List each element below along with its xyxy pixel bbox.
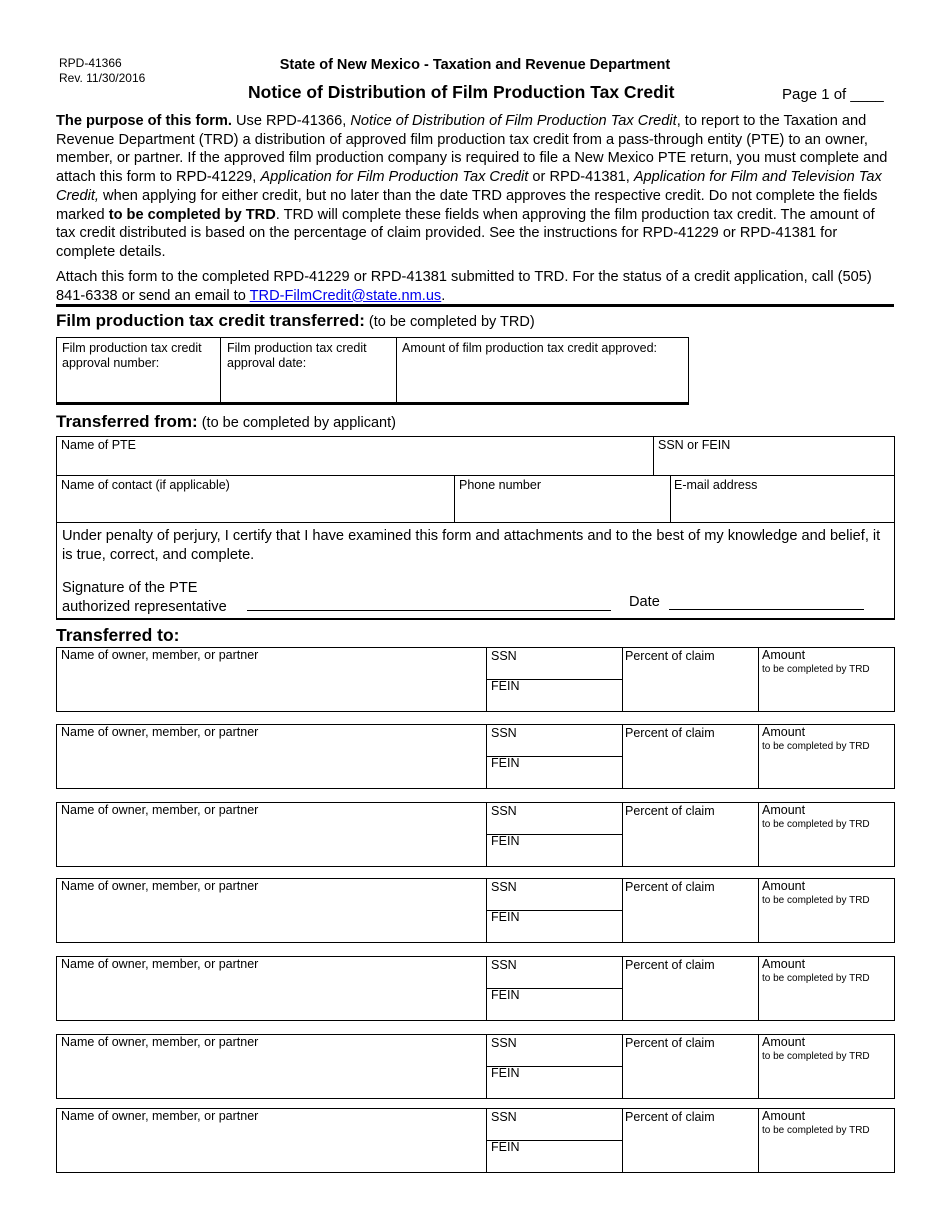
amount-input[interactable] xyxy=(761,753,891,786)
amount-note: to be completed by TRD xyxy=(762,1051,870,1062)
divider xyxy=(622,957,623,1020)
to-section-heading: Transferred to: xyxy=(56,625,180,645)
divider xyxy=(622,725,623,788)
pte-name-label: Name of PTE xyxy=(61,438,137,452)
section-divider xyxy=(56,304,894,307)
ssn-input[interactable] xyxy=(489,741,619,755)
date-line[interactable] xyxy=(669,609,864,610)
percent-label: Percent of claim xyxy=(625,958,715,972)
approval-number-label: Film production tax credit approval number: xyxy=(62,341,202,370)
date-label: Date xyxy=(629,594,660,610)
attach-text: Attach this form to the completed RPD-41229 or RPD-41381 submitted to TRD. For the status of a credit application, call (505) 841-6338 or send an email to xyxy=(56,269,872,304)
amount-input[interactable] xyxy=(761,676,891,709)
owner-name-input[interactable] xyxy=(59,820,483,864)
form-number: RPD-41366 xyxy=(59,56,122,70)
percent-label: Percent of claim xyxy=(625,1036,715,1050)
purpose-form-title: Notice of Distribution of Film Production Tax Credit xyxy=(350,113,677,129)
divider xyxy=(670,475,671,522)
purpose-text-5: . TRD will complete these fields when approving the film production tax credit. The amount of tax credit distributed is based on the percentage of claim provided. See the instructions for RPD-41229 or RPD-41381 for complete details. xyxy=(56,206,875,260)
amount-input[interactable] xyxy=(761,1137,891,1170)
percent-label: Percent of claim xyxy=(625,1110,715,1124)
percent-input[interactable] xyxy=(625,974,755,1018)
amount-approved-field[interactable] xyxy=(400,358,686,400)
amount-input[interactable] xyxy=(761,831,891,864)
purpose-form-41381: Application for Film and Television Tax Credit, xyxy=(56,169,882,204)
contact-name-input[interactable] xyxy=(59,495,451,519)
agency-name xyxy=(0,57,950,73)
divider xyxy=(57,475,894,476)
divider xyxy=(758,1035,759,1098)
ssn-label: SSN xyxy=(491,726,517,740)
fein-label: FEIN xyxy=(491,756,520,770)
fein-input[interactable] xyxy=(489,1004,619,1018)
pte-name-input[interactable] xyxy=(59,453,649,473)
amount-note: to be completed by TRD xyxy=(762,1125,870,1136)
amount-label: Amount xyxy=(762,725,806,739)
percent-input[interactable] xyxy=(625,820,755,864)
ssn-label: SSN xyxy=(491,958,517,972)
percent-input[interactable] xyxy=(625,1052,755,1096)
from-section-heading xyxy=(56,412,396,432)
percent-input[interactable] xyxy=(625,665,755,709)
divider xyxy=(396,338,397,403)
percent-label: Percent of claim xyxy=(625,880,715,894)
divider xyxy=(454,475,455,522)
amount-label: Amount xyxy=(762,1109,806,1123)
ssn-label: SSN xyxy=(491,804,517,818)
transferee-row xyxy=(56,1034,895,1099)
divider xyxy=(622,803,623,866)
transferee-row xyxy=(56,802,895,867)
fein-input[interactable] xyxy=(489,926,619,940)
owner-name-label: Name of owner, member, or partner xyxy=(61,879,259,893)
signature-label-line-2: authorized representative xyxy=(62,598,227,615)
signature-label-line-1: Signature of the PTE xyxy=(62,580,198,596)
amount-note: to be completed by TRD xyxy=(762,895,870,906)
fein-label: FEIN xyxy=(491,679,520,693)
ssn-fein-label: SSN or FEIN xyxy=(658,438,731,452)
divider xyxy=(758,1109,759,1172)
ssn-label: SSN xyxy=(491,649,517,663)
owner-name-input[interactable] xyxy=(59,896,483,940)
fein-label: FEIN xyxy=(491,834,520,848)
owner-name-input[interactable] xyxy=(59,1052,483,1096)
divider xyxy=(57,522,894,523)
amount-note: to be completed by TRD xyxy=(762,741,870,752)
ssn-input[interactable] xyxy=(489,1051,619,1065)
amount-note: to be completed by TRD xyxy=(762,664,870,675)
ssn-fein-input[interactable] xyxy=(656,453,891,473)
certification-statement: Under penalty of perjury, I certify that I have examined this form and attachments and to the best of my knowledge and belief, it is true, correct, and complete. xyxy=(62,528,881,563)
percent-label: Percent of claim xyxy=(625,726,715,740)
transferee-row xyxy=(56,647,895,712)
amount-label: Amount xyxy=(762,648,806,662)
ssn-input[interactable] xyxy=(489,664,619,678)
percent-input[interactable] xyxy=(625,1126,755,1170)
fein-label: FEIN xyxy=(491,1140,520,1154)
divider xyxy=(758,957,759,1020)
amount-note: to be completed by TRD xyxy=(762,973,870,984)
percent-label: Percent of claim xyxy=(625,649,715,663)
amount-note: to be completed by TRD xyxy=(762,819,870,830)
ssn-label: SSN xyxy=(491,1036,517,1050)
credit-section-heading xyxy=(56,311,535,331)
purpose-form-41229: Application for Film Production Tax Credit xyxy=(260,169,529,186)
transferee-row xyxy=(56,1108,895,1173)
owner-name-label: Name of owner, member, or partner xyxy=(61,803,259,817)
amount-label: Amount xyxy=(762,1035,806,1049)
ssn-label: SSN xyxy=(491,1110,517,1124)
email-label: E-mail address xyxy=(674,478,758,492)
purpose-text-3: or RPD-41381, xyxy=(528,169,634,186)
attach-paragraph xyxy=(56,268,896,305)
purpose-trd-note: to be completed by TRD xyxy=(108,206,276,223)
divider xyxy=(758,725,759,788)
signature-line[interactable] xyxy=(247,610,611,611)
amount-input[interactable] xyxy=(761,907,891,940)
divider xyxy=(758,648,759,711)
amount-label: Amount xyxy=(762,803,806,817)
page-number: Page 1 of ____ xyxy=(782,86,884,103)
owner-name-label: Name of owner, member, or partner xyxy=(61,1035,259,1049)
divider xyxy=(220,338,221,403)
divider xyxy=(622,879,623,942)
owner-name-label: Name of owner, member, or partner xyxy=(61,1109,259,1123)
owner-name-label: Name of owner, member, or partner xyxy=(61,648,259,662)
divider xyxy=(622,1035,623,1098)
divider xyxy=(653,437,654,475)
owner-name-input[interactable] xyxy=(59,665,483,709)
ssn-label: SSN xyxy=(491,880,517,894)
owner-name-input[interactable] xyxy=(59,1126,483,1170)
ssn-input[interactable] xyxy=(489,895,619,909)
percent-input[interactable] xyxy=(625,742,755,786)
form-revision: Rev. 11/30/2016 xyxy=(59,71,146,85)
fein-input[interactable] xyxy=(489,1156,619,1170)
purpose-heading: The purpose of this form. xyxy=(56,113,232,129)
percent-label: Percent of claim xyxy=(625,804,715,818)
divider xyxy=(758,803,759,866)
signature-label xyxy=(62,579,227,616)
ssn-input[interactable] xyxy=(489,1125,619,1139)
contact-name-label: Name of contact (if applicable) xyxy=(61,478,230,492)
transferee-row xyxy=(56,724,895,789)
credit-approval-table xyxy=(56,337,689,405)
page-title: Notice of Distribution of Film Production Tax Credit xyxy=(248,82,675,102)
fein-input[interactable] xyxy=(489,1082,619,1096)
transferee-row xyxy=(56,956,895,1021)
percent-input[interactable] xyxy=(625,896,755,940)
purpose-text-2: , to report to the Taxation and Revenue Department (TRD) a distribution of approved film production tax credit from a pass-through entity (PTE) to an owner, member, or partner. If the approved film production company is required to file a New Mexico PTE return, you must complete and attach this form to RPD-41229, xyxy=(56,113,888,186)
fein-label: FEIN xyxy=(491,988,520,1002)
owner-name-input[interactable] xyxy=(59,742,483,786)
ssn-input[interactable] xyxy=(489,973,619,987)
approval-date-label: Film production tax credit approval date: xyxy=(227,341,367,370)
fein-label: FEIN xyxy=(491,910,520,924)
phone-label: Phone number xyxy=(459,478,542,492)
fein-input[interactable] xyxy=(489,772,619,786)
attach-period: . xyxy=(441,287,446,304)
divider xyxy=(758,879,759,942)
from-heading-sub: (to be completed by applicant) xyxy=(197,415,396,431)
approval-number-field[interactable] xyxy=(60,358,217,400)
amount-label: Amount xyxy=(762,957,806,971)
amount-input[interactable] xyxy=(761,985,891,1018)
approval-date-field[interactable] xyxy=(224,358,394,400)
owner-name-input[interactable] xyxy=(59,974,483,1018)
divider xyxy=(622,648,623,711)
email-input[interactable] xyxy=(673,495,891,519)
fein-label: FEIN xyxy=(491,1066,520,1080)
phone-input[interactable] xyxy=(457,495,667,519)
owner-name-label: Name of owner, member, or partner xyxy=(61,725,259,739)
purpose-text-4: when applying for either credit, but no later than the date TRD approves the respective credit. Do not complete the fields marked xyxy=(56,187,878,223)
amount-input[interactable] xyxy=(761,1063,891,1096)
credit-heading-sub: (to be completed by TRD) xyxy=(364,314,535,330)
from-heading-text: Transferred from: xyxy=(56,412,198,431)
agency-text: State of New Mexico - Taxation and Revenue Department xyxy=(279,57,671,73)
credit-heading-text: Film production tax credit transferred: xyxy=(56,311,365,330)
email-link[interactable]: TRD-FilmCredit@state.nm.us xyxy=(249,287,442,304)
fein-input[interactable] xyxy=(489,695,619,709)
divider xyxy=(622,1109,623,1172)
purpose-paragraph xyxy=(56,112,896,262)
amount-approved-label: Amount of film production tax credit approved: xyxy=(402,341,657,355)
fein-input[interactable] xyxy=(489,850,619,864)
transferee-row xyxy=(56,878,895,943)
owner-name-label: Name of owner, member, or partner xyxy=(61,957,259,971)
amount-label: Amount xyxy=(762,879,806,893)
ssn-input[interactable] xyxy=(489,819,619,833)
purpose-text-1: Use RPD-41366, xyxy=(231,113,351,129)
